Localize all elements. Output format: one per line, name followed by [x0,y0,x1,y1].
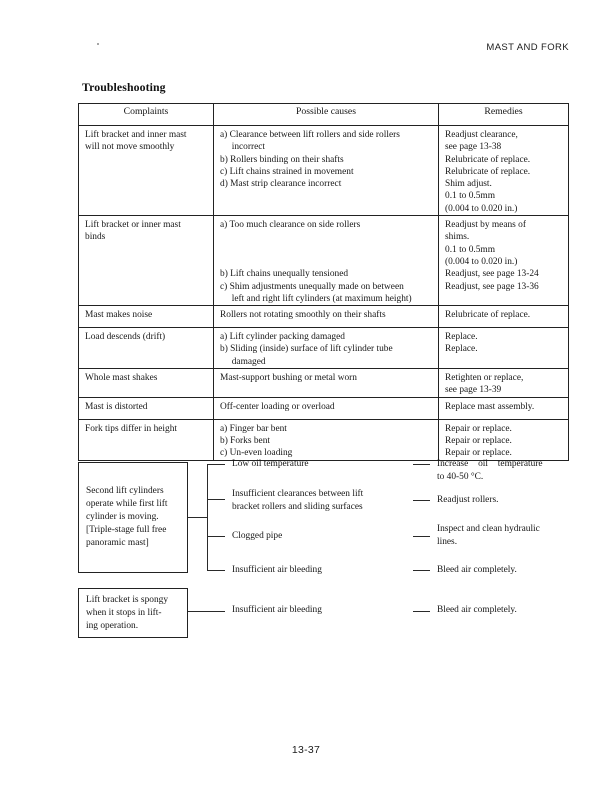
complaint-cell: Load descends (drift) [79,328,214,369]
complaint-cell: Mast is distorted [79,397,214,419]
cause-text: Insufficient air bleeding [232,565,322,575]
branch-tick-line [207,536,225,537]
remedy-text: Bleed air completely. [437,605,517,615]
table-row [79,397,569,419]
condition-box: Second lift cylinders operate while first lift cylinder is moving. [Triple-stage full free panoramic mast] [78,462,188,573]
branch-tick-line [207,570,225,571]
branch-tick-line [207,464,225,465]
complaint-cell: Mast makes noise [79,306,214,328]
scan-speck [97,43,99,45]
condition-box: Lift bracket is spongy when it stops in lift- ing operation. [78,588,188,638]
table-row [79,369,569,398]
table-row [79,419,569,460]
causes-cell: Rollers not rotating smoothly on their shafts [214,306,439,328]
table-row [79,216,569,306]
remedies-cell: Replace. Replace. [439,328,569,369]
table-row [79,328,569,369]
connector-dash [413,611,430,612]
table-row [79,306,569,328]
remedy-text: Inspect and clean hydraulic lines. [437,524,540,547]
page-number: 13-37 [291,744,321,756]
remedy-text: Bleed air completely. [437,565,517,575]
causes-cell: Mast-support bushing or metal worn [214,369,439,398]
remedy-text: Increase oil temperature to 40-50 °C. [437,459,543,482]
complaint-cell: Lift bracket or inner mast binds [79,216,214,306]
causes-cell: a) Lift cylinder packing damaged b) Sliding (inside) surface of lift cylinder tube damaged [214,328,439,369]
column-header-possible-causes: Possible causes [214,104,439,126]
cause-text: Insufficient clearances between lift bracket rollers and sliding surfaces [232,489,364,512]
running-header: MAST AND FORK [486,42,569,53]
causes-cell: Off-center loading or overload [214,397,439,419]
remedy-text: Readjust rollers. [437,495,499,505]
column-header-remedies: Remedies [439,104,569,126]
branch-tick-line [207,499,225,500]
complaint-cell: Fork tips differ in height [79,419,214,460]
remedies-cell: Retighten or replace, see page 13-39 [439,369,569,398]
remedies-cell: Readjust by means of shims. 0.1 to 0.5mm (0.004 to 0.020 in.) Readjust, see page 13-24 Readjust, see page 13-36 [439,216,569,306]
complaint-cell: Lift bracket and inner mast will not move smoothly [79,126,214,216]
box-connector-line [188,517,207,518]
causes-cell: a) Clearance between lift rollers and side rollers incorrect b) Rollers binding on their shafts c) Lift chains strained in movement d) Mast strip clearance incorrect [214,126,439,216]
section-title: Troubleshooting [82,80,166,94]
branch-trunk-line [207,464,208,570]
causes-cell: a) Finger bar bent b) Forks bent c) Un-even loading [214,419,439,460]
remedies-cell: Repair or replace. Repair or replace. Repair or replace. [439,419,569,460]
causes-cell: a) Too much clearance on side rollers b) Lift chains unequally tensioned c) Shim adjustments unequally made on between left and right lift cylinders (at maximum height) [214,216,439,306]
table-row [79,126,569,216]
connector-dash [413,536,430,537]
remedies-cell: Relubricate of replace. [439,306,569,328]
cause-text: Low oil temperature [232,459,309,469]
connector-dash [413,500,430,501]
cause-text: Clogged pipe [232,531,283,541]
complaint-cell: Whole mast shakes [79,369,214,398]
cause-text: Insufficient air bleeding [232,605,322,615]
connector-dash [413,464,430,465]
table-header-row [79,104,569,126]
remedies-cell: Replace mast assembly. [439,397,569,419]
column-header-complaints: Complaints [79,104,214,126]
remedies-cell: Readjust clearance, see page 13-38 Relubricate of replace. Relubricate of replace. Shim adjust. 0.1 to 0.5mm (0.004 to 0.020 in.) [439,126,569,216]
troubleshooting-table [78,103,569,461]
box-connector-line [188,611,225,612]
connector-dash [413,570,430,571]
